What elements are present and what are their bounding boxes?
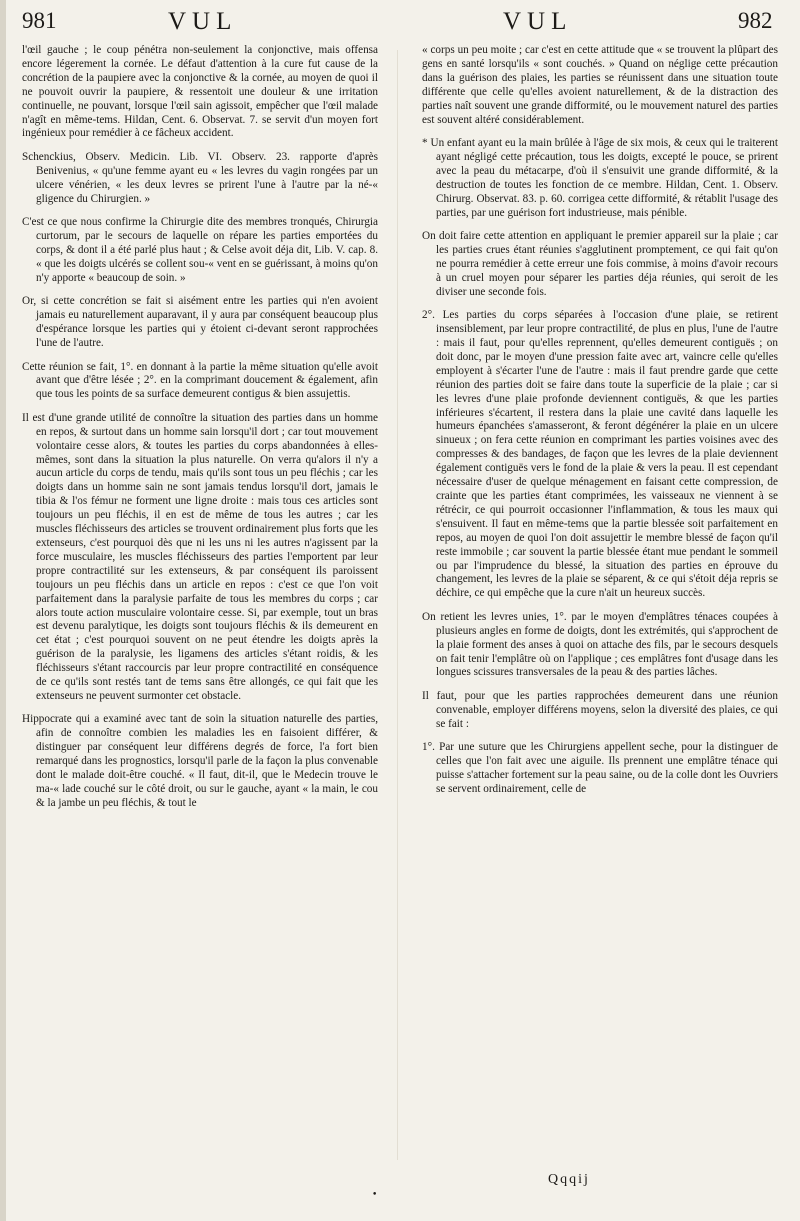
paragraph: l'œil gauche ; le coup pénétra non-seulement la conjonctive, mais offensa encore légerement la cornée. Le défaut d'attention à la cure fut cause de la concrétion de la paupiere avec la conjonctive & la cornée, au moyen de quoi il ne pouvoit ouvrir la paupiere, & ressentoit une douleur & une irritation continuelle, ne pouvant, lorsque l'œil sain agissoit, empêcher que l'œil malade n'agît en même-tems. Hildan, Cent. 6. Observat. 7. se servit d'un moyen fort ingénieux pour remédier à ce fâcheux accident. — [22, 44, 378, 140]
left-column — [22, 44, 378, 820]
right-page-number: 982 — [738, 8, 773, 33]
paragraph: Il faut, pour que les parties rapprochées demeurent dans une réunion convenable, employer différens moyens, selon la diversité des plaies, ce qui se fait : — [422, 689, 778, 730]
paragraph: On doit faire cette attention en appliquant le premier appareil sur la plaie ; car les parties crues étant réunies s'agglutinent promptement, ce qui fait qu'on ne pourra remédier à cette erreur une fois commise, à moins d'avoir recours à un cruel moyen pour séparer les parties déja réunies, qui seroit de les diviser une seconde fois. — [422, 230, 778, 298]
left-page-number: 981 — [22, 8, 57, 33]
paragraph: Schenckius, Observ. Medicin. Lib. VI. Observ. 23. rapporte d'après Benivenius, « qu'une femme ayant eu « les levres du vagin rongées par un ulcere vénérien, « les deux levres se prirent l'une à l'autre par la né-« gligence du Chirurgien. » — [22, 150, 378, 205]
paragraph: On retient les levres unies, 1°. par le moyen d'emplâtres ténaces coupées à plusieurs angles en forme de doigts, dont les extrémités, qui s'approchent de la plaie forment des anses à quoi on attache des fils, par le secours desquels on fait tenir l'emplâtre où on l'applique ; ces emplâtres font d'usage dans les longues scissures transversales de la peau & des parties lâches. — [422, 610, 778, 679]
left-running-title: VUL — [168, 8, 238, 35]
running-head — [0, 8, 800, 44]
paragraph: 1°. Par une suture que les Chirurgiens appellent seche, pour la distinguer de celles que l'on fait avec une aiguile. Ils prennent une emplâtre ténace qui puisse s'attacher fortement sur la peau saine, ou de la colle dont les Ouvriers se servent ordinairement, celle de — [422, 741, 778, 795]
paragraph: C'est ce que nous confirme la Chirurgie dite des membres tronqués, Chirurgia curtorum, par le secours de laquelle on répare les parties emportées du corps, & dont il a été parlé plus haut ; & Celse avoit déja dit, Lib. V. cap. 8. « que les doigts ulcérés se collent sou-« vent en se guérissant, à moins qu'on n'y apporte « beaucoup de soin. » — [22, 216, 378, 284]
paragraph: Il est d'une grande utilité de connoître la situation des parties dans un homme en repos, & surtout dans un homme sain lorsqu'il dort ; car tout mouvement volontaire cesse alors, & toutes les parties du corps abandonnées à elles-mêmes, sont dans la situation la plus naturelle. On verra qu'alors il n'y a aucun article du corps de tendu, mais qu'ils sont tous un peu fléchis ; car les doigts dans un homme sain ne sont jamais tendus lorsqu'il dort, jamais le tibia & l'os fémur ne forment une ligne droite : mais tous ces articles sont toujours un peu fléchis, il en est de même de tous les autres ; car les muscles fléchisseurs des articles se trouvent ordinairement plus forts que les extenseurs, c'est pourquoi dès que ni les uns ni les autres n'agissent par la force musculaire, les muscles fléchisseurs des parties l'emportent par leur propre contractilité sur les extenseurs, & par conséquent ils paroissent toujours un peu fléchis dans un article en repos : c'est ce que l'on voit parfaitement dans la paralysie parfaite de tous les membres du corps ; car alors toute action musculaire volontaire cesse. Si, par exemple, tout un bras est devenu paralytique, les doigts sont toujours fléchis & ils demeurent en cet état ; c'est pourquoi souvent on ne peut étendre les doigts après la guérison de la paralysie, les ligamens des articles s'étant roidis, & les fléchisseurs s'étant raccourcis par leur propre contractilité en conséquence de ce qu'ils sont restés tant de tems sans être allongés, ce qui fait que les extenseurs ne peuvent surmonter cet obstacle. — [22, 411, 378, 702]
column-gutter — [397, 50, 398, 1160]
paragraph: Cette réunion se fait, 1°. en donnant à la partie la même situation qu'elle avoit avant que d'être lésée ; 2°. en la comprimant doucement & également, afin que tous les points de sa surface demeurent contigus & bien assujettis. — [22, 360, 378, 401]
signature-mark: Qqqij — [548, 1172, 590, 1187]
right-column — [422, 44, 778, 806]
footer-mark: • — [372, 1190, 378, 1200]
paragraph: Or, si cette concrétion se fait si aisément entre les parties qui n'en avoient jamais eu naturellement auparavant, il y aura par conséquent beaucoup plus d'espérance lorsque les parties qui y étoient ci-devant seront rapprochées l'une de l'autre. — [22, 295, 378, 349]
right-running-title: VUL — [503, 8, 573, 35]
paragraph: Hippocrate qui a examiné avec tant de soin la situation naturelle des parties, afin de connoître combien les maladies les en faisoient différer, & distinguer par conséquent leur différens degrés de force, l'a fort bien remarqué dans les prognostics, lorsqu'il parle de la façon la plus convenable dont le malade doit-être couché. « Il faut, dit-il, que le Medecin trouve le ma-« lade couché sur le côté droit, ou sur le gauche, ayant « la main, le cou & la jambe un peu fléchis, & tout le — [22, 713, 378, 809]
paragraph: 2°. Les parties du corps séparées à l'occasion d'une plaie, se retirent insensiblement, par leur propre contractilité, de plus en plus, l'une de l'autre : mais il faut, pour qu'elles reprennent, qu'elles demeurent contiguës ; on doit donc, par le moyen d'une pression faite avec art, vaincre celle qu'elles employent à s'écarter l'une de l'autre : mais il faut prendre garde que cette réunion des parties doit se faire dans toute la superficie de la plaie ; car si les levres d'une plaie profonde deviennent contiguës, & que les parties inférieures s'écartent, il restera dans la plaie une cavité dans laquelle les humeurs épanchées s'amasseront, & feront dégénérer la plaie en un ulcere sinueux ; on fera cette réunion en comprimant les parties voisines avec des compresses & des bandages, de façon que les levres de la plaie deviennent également contiguës vers le fond de la plaie & vers la peau. Il est cependant nécessaire d'user de quelque ménagement en faisant cette compression, de crainte que les parties étant comprimées, les vaisseaux ne viennent à se rétrécir, ce qui pourroit occasionner l'inflammation, & tous les maux qui s'ensuivent. Il faut en même-tems que la partie blessée soit parfaitement en repos, au moyen de quoi l'on doit assujettir le membre blessé de façon qu'il reste immobile ; car souvent la partie blessée étant mue pendant le sommeil ou par l'imprudence du blessé, la situation des parties en éprouve du changement, les levres de la plaie se séparent, & ce qui s'étoit déja repris se déchire, ce qui empêche que la cure n'ait un heureux succès. — [422, 309, 778, 600]
paragraph: « corps un peu moite ; car c'est en cette attitude que « se trouvent la plûpart des gens en santé lorsqu'ils « sont couchés. » Quand on néglige cette précaution dans la guérison des plaies, les parties se réunissent dans une situation toute différente que celle qu'elles avoient naturellement, & de la distraction des parties naît souvent une grande difformité, ou le mouvement naturel des parties est souvent altéré considérablement. — [422, 44, 778, 126]
footnote-paragraph: * Un enfant ayant eu la main brûlée à l'âge de six mois, & ceux qui le traiterent ayant négligé cette précaution, tous les doigts, excepté le pouce, se prirent avec la peau du métacarpe, d'où il s'ensuivit une grande difformité, & la destruction de toutes les fonction de ce membre. Hildan, Cent. 1. Observ. Chirurg. Observat. 83. p. 60. corrigea cette difformité, & rétablit l'usage des parties, par une guérison fort industrieuse, mais pénible. — [422, 137, 778, 219]
